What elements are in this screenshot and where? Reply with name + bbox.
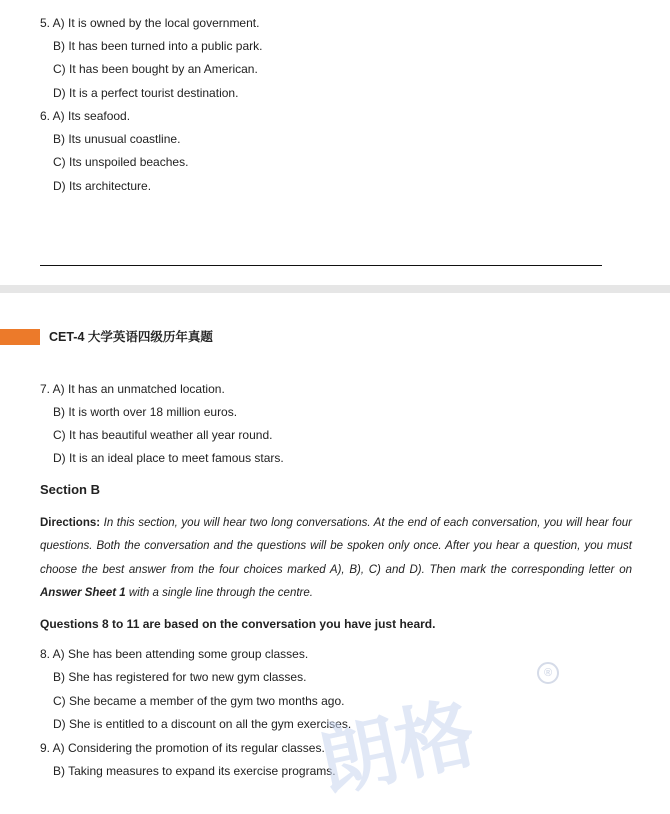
header-accent-bar (0, 329, 40, 345)
q8-option-b: B) She has registered for two new gym classes. (53, 670, 307, 684)
q8-option-c: C) She became a member of the gym two months ago. (53, 694, 345, 708)
q7-option-c: C) It has beautiful weather all year round. (53, 428, 273, 442)
page-header-title: CET-4 大学英语四级历年真题 (49, 330, 213, 344)
q5-option-b: B) It has been turned into a public park. (53, 39, 263, 53)
q9-option-b: B) Taking measures to expand its exercise programs. (53, 764, 336, 778)
directions-line-2: questions. Both the conversation and the questions will be spoken only once. After you hear a question, you must (40, 540, 632, 552)
q8-option-d: D) She is entitled to a discount on all the gym exercises. (53, 717, 352, 731)
q9-option-a: 9. A) Considering the promotion of its regular classes. (40, 741, 325, 755)
directions-line-4 (40, 585, 632, 601)
directions-line-3: choose the best answer from the four choices marked A), B), C) and D). Then mark the corresponding letter on (40, 564, 632, 576)
directions-label: Directions: (40, 517, 101, 529)
q6-option-a: 6. A) Its seafood. (40, 109, 131, 123)
q6-option-b: B) Its unusual coastline. (53, 132, 181, 146)
q5-option-a: 5. A) It is owned by the local government. (40, 16, 260, 30)
q6-option-d: D) Its architecture. (53, 179, 152, 193)
answer-sheet-label: Answer Sheet 1 (40, 587, 126, 599)
directions-text-4: with a single line through the centre. (125, 587, 313, 599)
directions-line-1 (40, 515, 632, 531)
questions-8-11-heading: Questions 8 to 11 are based on the conversation you have just heard. (40, 617, 436, 631)
q5-option-d: D) It is a perfect tourist destination. (53, 86, 239, 100)
q7-option-a: 7. A) It has an unmatched location. (40, 382, 225, 396)
watermark-logo: 朗格 (311, 688, 483, 810)
page-footer-rule (40, 265, 602, 266)
q6-option-c: C) Its unspoiled beaches. (53, 155, 189, 169)
registered-mark-icon: ® (537, 662, 559, 684)
q5-option-c: C) It has been bought by an American. (53, 62, 258, 76)
page-break (0, 285, 670, 293)
q8-option-a: 8. A) She has been attending some group classes. (40, 647, 309, 661)
directions-text-1: In this section, you will hear two long conversations. At the end of each conversation, you will hear four (103, 517, 632, 529)
section-b-heading: Section B (40, 482, 100, 497)
q7-option-b: B) It is worth over 18 million euros. (53, 405, 238, 419)
q7-option-d: D) It is an ideal place to meet famous stars. (53, 451, 284, 465)
